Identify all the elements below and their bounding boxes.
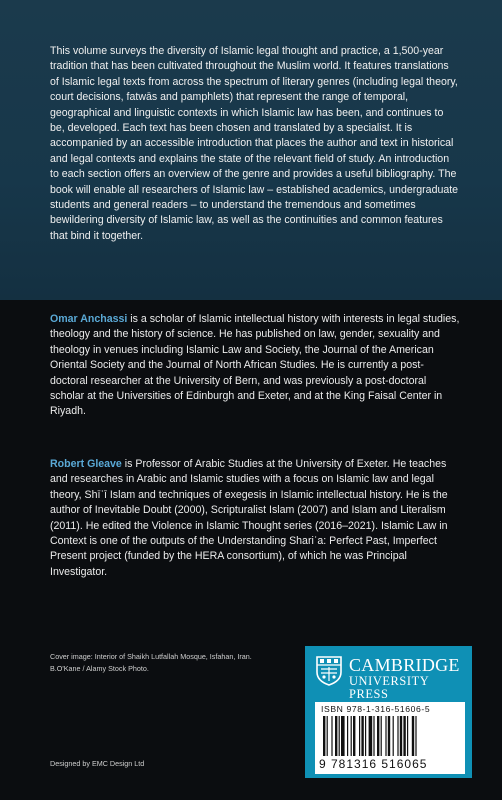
cover-image-credit: Cover image: Interior of Shaikh Lutfallah Mosque, Isfahan, Iran. B.O'Kane / Alamy Stock Photo. bbox=[50, 652, 252, 673]
author-bio-text: is a scholar of Islamic intellectual history with interests in legal studies, theology and the history of science. He has published on law, gender, sexuality and theology in venues including Islamic Law and Society, the Journal of the American Oriental Society and the Journal of North African Studies. He is currently a post-doctoral researcher at the University of Bern, and was previously a post-doctoral scholar at the Universities of Edinburgh and Exeter, and at the King Faisal Center in Riyadh. bbox=[50, 313, 460, 418]
book-description: This volume surveys the diversity of Islamic legal thought and practice, a 1,500-year tradition that has been cultivated throughout the Muslim world. It features translations of Islamic legal texts from across the spectrum of literary genres (including legal theory, court decisions, fatwās and pamphlets) that represent the range of temporal, geographical and linguistic contexts in which Islamic law has been, and continues to be, developed. Each text has been chosen and translated by a specialist. It is accompanied by an accessible introduction that places the author and text in historical and legal contexts and explains the state of the relevant field of study. An introduction to each section offers an overview of the genre and provides a useful bibliography. The book will enable all researchers of Islamic law – established academics, undergraduate students and general readers – to understand the tremendous and sometimes bewildering diversity of Islamic law, as well as the continuities and common features that bind it together. bbox=[50, 45, 459, 242]
barcode-number: 9 781316 516065 bbox=[319, 757, 428, 771]
design-credit: Designed by EMC Design Ltd bbox=[50, 759, 145, 768]
publisher-name: CAMBRIDGE bbox=[349, 655, 460, 675]
author-name: Omar Anchassi bbox=[50, 313, 128, 325]
author-bio-text: is Professor of Arabic Studies at the University of Exeter. He teaches and researches in Arabic and Islamic studies with a focus on Islamic law and legal theory, Shīʿī Islam and techniques of exegesis in Islamic intellectual history. He is the author of Inevitable Doubt (2000), Scripturalist Islam (2007) and Islam and Literalism (2011). He edited the Violence in Islamic Thought series (2016–2021). Islamic Law in Context is one of the outputs of the Understanding Shariʿa: Perfect Past, Imperfect Present project (funded by the HERA consortium), of which he was Principal Investigator. bbox=[50, 458, 448, 578]
author-bio-gleave bbox=[50, 457, 460, 580]
author-bio-anchassi bbox=[50, 312, 460, 420]
barcode bbox=[315, 702, 465, 774]
isbn-label: ISBN 978-1-316-51606-5 bbox=[321, 704, 431, 714]
author-name: Robert Gleave bbox=[50, 458, 122, 470]
cambridge-crest-icon bbox=[316, 656, 342, 686]
barcode-bars-icon bbox=[321, 716, 459, 756]
publisher-panel bbox=[305, 646, 472, 778]
publisher-subname: UNIVERSITY PRESS bbox=[349, 674, 429, 701]
